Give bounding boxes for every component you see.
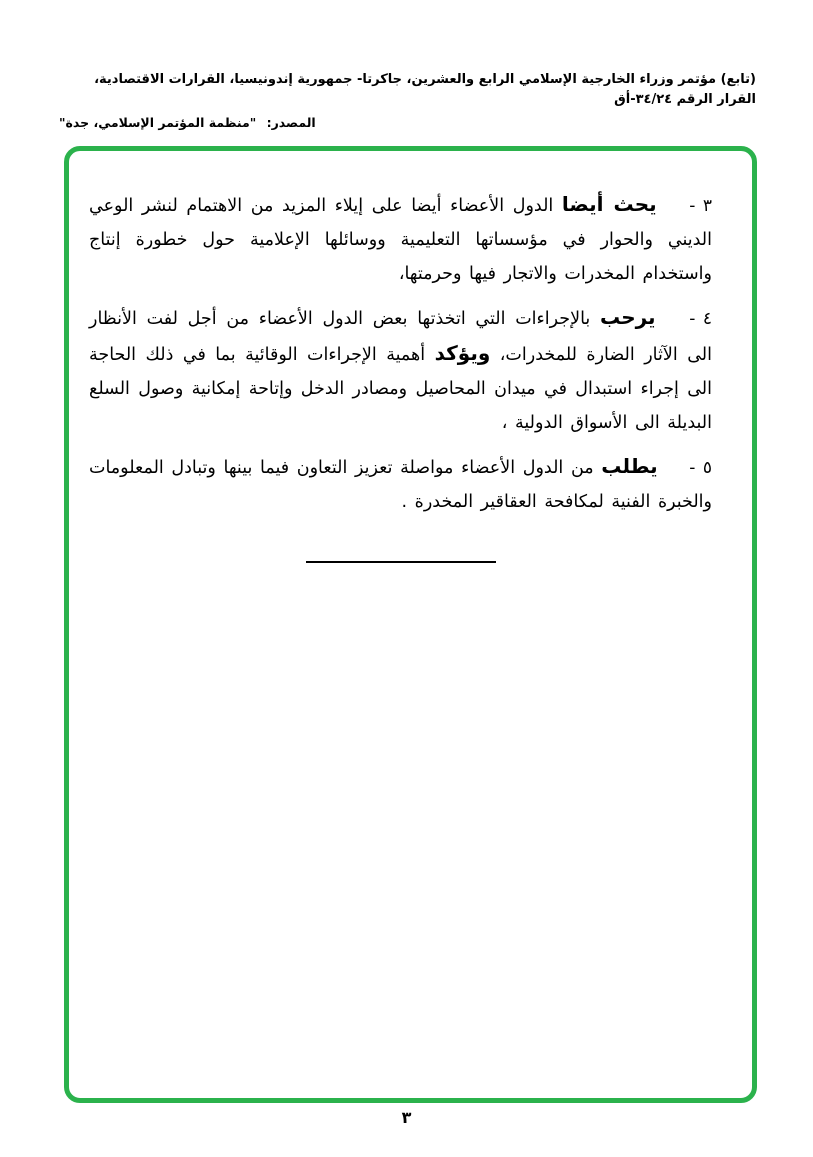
clause-number: ٤ - xyxy=(689,309,712,329)
clause-text: بالإجراءات التي اتخذتها بعض الدول الأعضاء من أجل لفت الأنظار الى الآثار الضارة للمخدرات، xyxy=(89,309,712,365)
resolution-clause-4 xyxy=(89,300,712,440)
clause-text: أهمية الإجراءات الوقائية بما في ذلك الحاجة الى إجراء استبدال في ميدان المحاصيل ومصادر الدخل وإتاحة إمكانية وصول السلع البديلة الى الأسواق الدولية ، xyxy=(89,345,712,433)
clause-text: الدول الأعضاء أيضا على إيلاء المزيد من الاهتمام لنشر الوعي الديني والحوار في مؤسساتها التعليمية ووسائلها الإعلامية حول خطورة إنتاج واستخدام المخدرات والاتجار فيها وحرمتها، xyxy=(89,196,712,284)
clause-keyword: يحث أيضا xyxy=(561,192,657,216)
source-value: "منظمة المؤتمر الإسلامي، جدة" xyxy=(59,115,257,131)
clause-number: ٥ - xyxy=(689,458,712,478)
document-header xyxy=(57,70,756,130)
resolution-clause-5 xyxy=(89,449,712,519)
separator-line xyxy=(306,561,496,563)
resolution-clause-3 xyxy=(89,187,712,291)
header-title-line: (تابع) مؤتمر وزراء الخارجية الإسلامي الرابع والعشرين، جاكرتا- جمهورية إندونيسيا، القرارات الاقتصادية، القرار الرقم ٣٤/٢٤-أق xyxy=(94,72,756,108)
page-number: ٣ xyxy=(401,1108,412,1127)
clause-keyword: يرحب xyxy=(600,305,656,329)
green-frame xyxy=(64,146,757,1103)
document-footer xyxy=(0,1108,813,1127)
clause-number: ٣ - xyxy=(689,196,712,216)
clause-keyword: ويؤكد xyxy=(434,341,491,365)
clause-keyword: يطلب xyxy=(601,454,658,478)
source-label: المصدر: xyxy=(266,115,316,131)
header-source-line xyxy=(57,115,756,130)
clause-text: من الدول الأعضاء مواصلة تعزيز التعاون فيما بينها وتبادل المعلومات والخبرة الفنية لمكافحة العقاقير المخدرة . xyxy=(89,458,712,512)
